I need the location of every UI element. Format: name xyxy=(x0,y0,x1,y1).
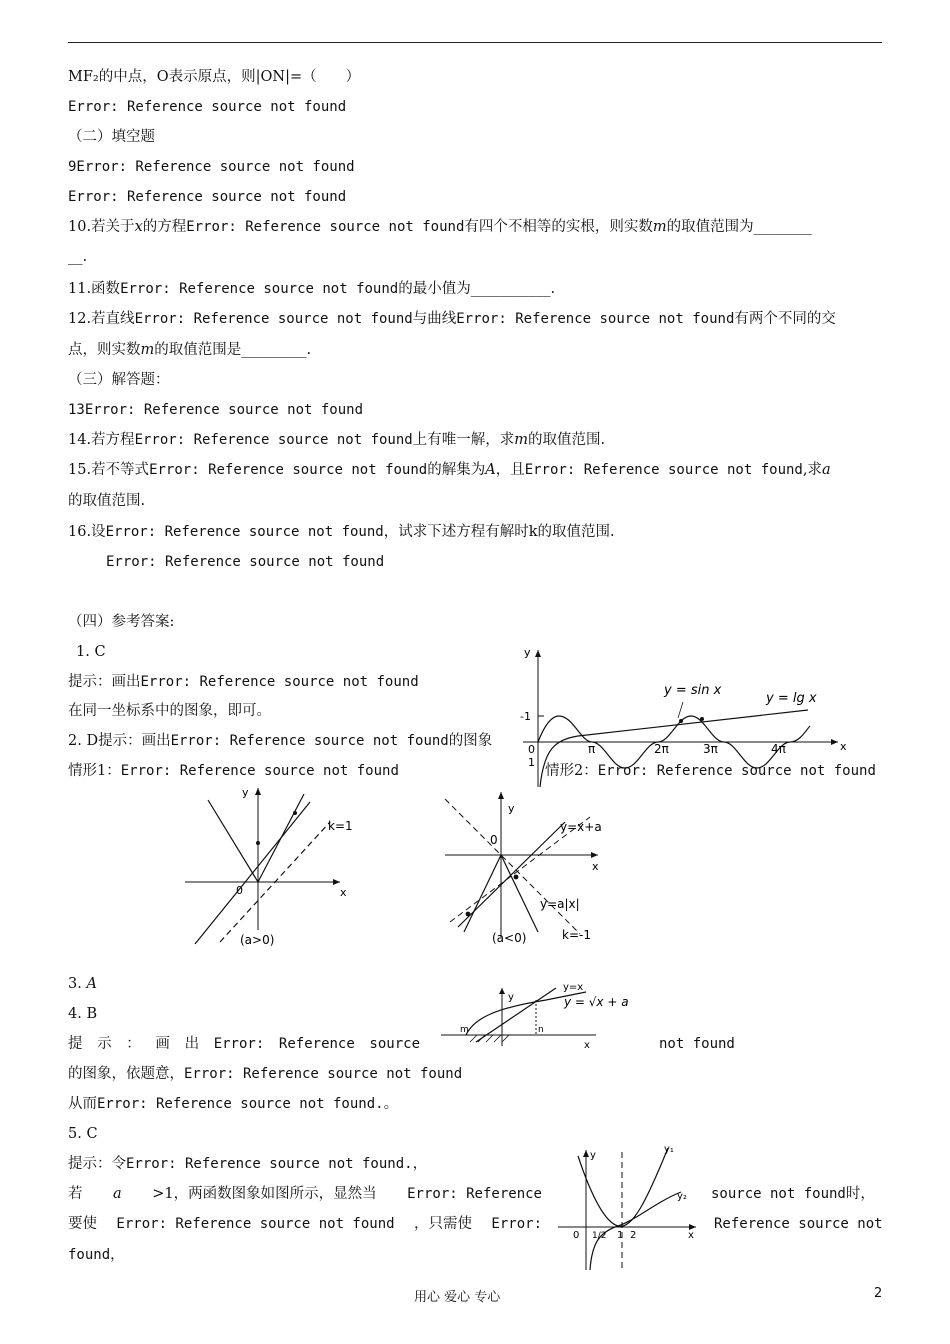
origin-label: 0 xyxy=(573,1230,580,1241)
caption: (a>0) xyxy=(240,933,275,947)
page-number: 2 xyxy=(874,1286,883,1301)
half-label: 1/2 xyxy=(592,1231,607,1241)
answer-3: 3. A xyxy=(68,976,97,992)
question-15: 15.若不等式Error: Reference source not found的解集为A，且Error: Reference source not found,求a xyxy=(68,462,831,478)
y1-label: y₁ xyxy=(664,1144,674,1155)
two-label: 2 xyxy=(630,1230,637,1241)
abs-label: y=a|x| xyxy=(540,897,580,911)
question-14: 14.若方程Error: Reference source not found上有唯一解，求m的取值范围. xyxy=(68,432,606,448)
tick-4pi: 4π xyxy=(771,742,786,756)
origin-label: 0 xyxy=(490,833,498,847)
k-label: k=-1 xyxy=(562,928,591,942)
footer-motto: 用心 爱心 专心 xyxy=(414,1290,501,1305)
case2-figure xyxy=(440,782,640,954)
question-11: 11.函数Error: Reference source not found的最小值为___________. xyxy=(68,281,556,297)
question-15-cont: 的取值范围. xyxy=(68,493,146,509)
x-axis-label: x xyxy=(592,860,599,873)
header-rule xyxy=(68,42,882,43)
question-9: 9Error: Reference source not found xyxy=(68,159,355,175)
x-axis-label: x xyxy=(688,1230,694,1241)
case-1-label: 情形1：Error: Reference source not found xyxy=(68,763,399,779)
k-label: k=1 xyxy=(328,819,353,833)
x-axis-label: x xyxy=(340,886,347,899)
question-10-cont: __. xyxy=(68,249,88,265)
one-label: 1 xyxy=(617,1230,624,1241)
sin-label: y = sin x xyxy=(664,683,722,698)
y-axis-label: y xyxy=(590,1150,596,1161)
question-10: 10.若关于x的方程Error: Reference source not found有四个不相等的实根，则实数m的取值范围为________ xyxy=(68,219,812,235)
sqrt-figure xyxy=(436,980,646,1050)
origin-label: 0 xyxy=(236,884,243,897)
y1y2-figure xyxy=(556,1142,706,1272)
question-13: 13Error: Reference source not found xyxy=(68,402,364,418)
origin-label: 0 xyxy=(528,743,535,756)
case-2-label: 情形2：Error: Reference source not found xyxy=(545,763,876,779)
sqrt-label: y = √x + a xyxy=(564,995,629,1009)
tick-neg1: -1 xyxy=(520,710,531,723)
question-12-cont: 点，则实数m的取值范围是_________. xyxy=(68,342,312,358)
case1-figure xyxy=(180,782,380,952)
yx-label: y=x xyxy=(563,982,584,993)
y-axis-label: y xyxy=(508,802,515,815)
error-line: Error: Reference source not found xyxy=(68,99,347,115)
text-line: MF₂的中点，O表示原点，则|ON|=（ ） xyxy=(68,69,361,85)
y2-label: y₂ xyxy=(677,1191,687,1202)
lg-curve xyxy=(540,710,808,787)
hint-1: 提示：画出Error: Reference source not found xyxy=(68,674,419,690)
y-axis-label: y xyxy=(242,786,249,799)
lg-label: y = lg x xyxy=(766,691,817,706)
line-label: y=x+a xyxy=(560,820,602,834)
section-heading: （四）参考答案: xyxy=(68,614,175,630)
hint-5-tail: source not found时， xyxy=(711,1186,875,1202)
hint-5-end: found， xyxy=(68,1247,125,1263)
y-axis-label: y xyxy=(508,992,514,1003)
hint-4-result: 从而Error: Reference source not found.。 xyxy=(68,1096,399,1112)
sin-lg-figure xyxy=(518,642,850,792)
hint-5-cont: 若 a >1，两函数图象如图所示，显然当 Error: Reference xyxy=(68,1186,542,1202)
answer-2: 2. D提示：画出Error: Reference source not found的图象 xyxy=(68,733,493,749)
error-line: Error: Reference source not found xyxy=(68,189,347,205)
section-heading: （三）解答题： xyxy=(68,372,170,388)
hint-4: 提 示 ： 画 出 Error: Reference source xyxy=(68,1036,420,1052)
hint-4-tail: not found xyxy=(659,1036,735,1052)
x-axis-label: x xyxy=(584,1040,590,1050)
answer-4: 4. B xyxy=(68,1006,98,1022)
question-16: 16.设Error: Reference source not found，试求下述方程有解时k的取值范围. xyxy=(68,524,615,540)
tick-pi: π xyxy=(588,742,596,756)
tick-2pi: 2π xyxy=(654,742,669,756)
hint-1-cont: 在同一坐标系中的图象，即可。 xyxy=(68,703,271,719)
hint-4-cont: 的图象，依题意，Error: Reference source not found xyxy=(68,1066,463,1082)
question-16-equation: Error: Reference source not found xyxy=(106,554,385,570)
question-12: 12.若直线Error: Reference source not found与曲线Error: Reference source not found有两个不同的交 xyxy=(68,311,836,327)
hint-5-cond: 要使 Error: Reference source not found ，只需使 Error: xyxy=(68,1216,542,1232)
hint-5: 提示：令Error: Reference source not found.， xyxy=(68,1156,428,1172)
n-label: n xyxy=(538,1025,544,1035)
tick-3pi: 3π xyxy=(703,742,718,756)
caption: (a<0) xyxy=(492,931,527,945)
m-label: m xyxy=(460,1025,469,1035)
y-axis-label: y xyxy=(524,646,531,659)
tick-1: 1 xyxy=(528,756,535,769)
answer-5: 5. C xyxy=(68,1126,98,1142)
x-axis-label: x xyxy=(840,740,847,753)
hint-5-cond-tail: Reference source not xyxy=(714,1216,883,1232)
answer-1: 1. C xyxy=(76,644,106,660)
section-heading: （二）填空题 xyxy=(68,129,155,145)
